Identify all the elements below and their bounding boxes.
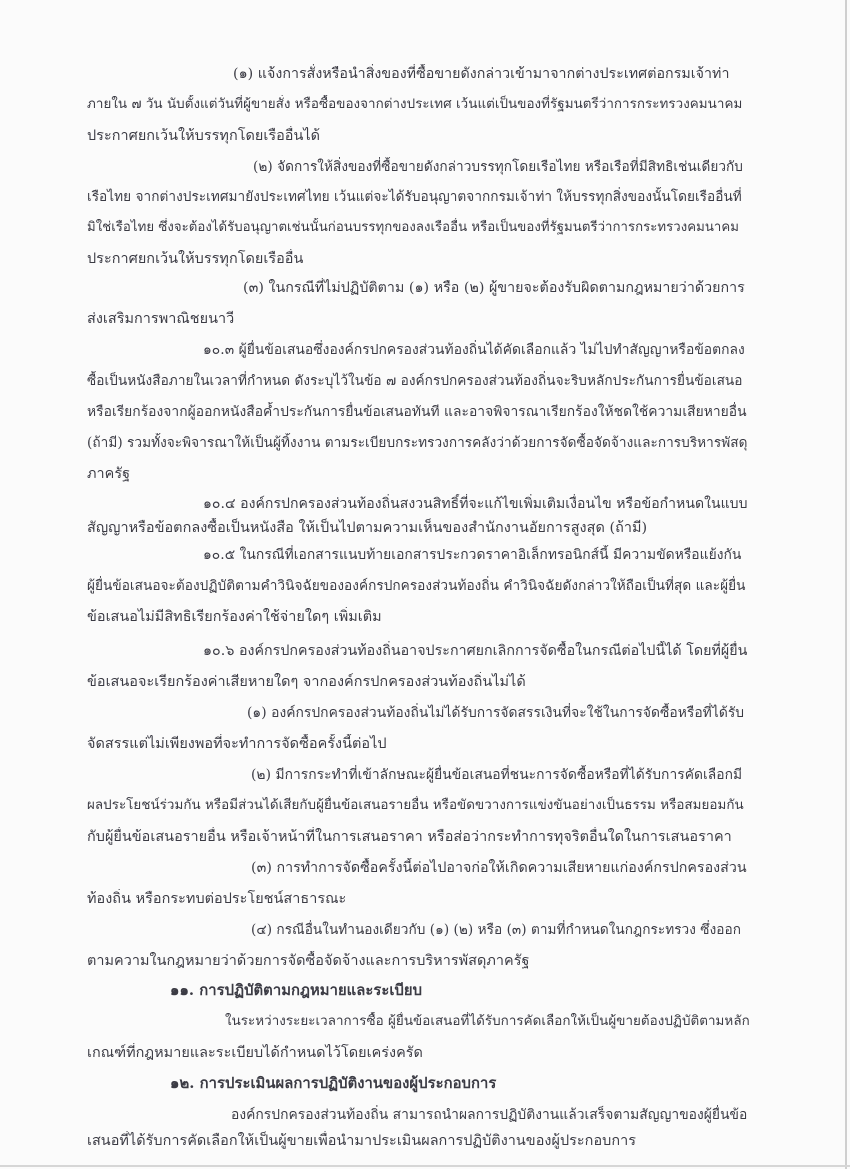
para-1-2: (๒) จัดการให้สิ่งของที่ซื้อขายดังกล่าวบรรทุกโดยเรือไทย หรือเรือที่มีสิทธิเช่นเดียวกับ [253,159,743,175]
para-10-6-1-cont: จัดสรรแต่ไม่เพียงพอที่จะทำการจัดซื้อครั้งนี้ต่อไป [87,736,387,752]
para-1-3-cont: ส่งเสริมการพาณิชยนาวี [87,311,235,327]
para-1-1-cont: ภายใน ๗ วัน นับตั้งแต่วันที่ผู้ขายสั่ง หรือซื้อของจากต่างประเทศ เว้นแต่เป็นของที่รัฐมนตรีว่าการกระทรวงคมนาคม [87,97,743,112]
para-10-4: ๑๐.๔ องค์กรปกครองส่วนท้องถิ่นสงวนสิทธิ์ที่จะแก้ไขเพิ่มเติมเงื่อนไข หรือข้อกำหนดในแบบ [203,496,748,512]
para-10-6-4: (๔) กรณีอื่นในทำนองเดียวกับ (๑) (๒) หรือ (๓) ตามที่กำหนดในกฎกระทรวง ซึ่งออก [251,922,741,938]
para-1-3: (๓) ในกรณีที่ไม่ปฏิบัติตาม (๑) หรือ (๒) ผู้ขายจะต้องรับผิดตามกฎหมายว่าด้วยการ [243,280,745,296]
section-12-heading: ๑๒. การประเมินผลการปฏิบัติงานของผู้ประกอบการ [170,1075,497,1092]
para-10-6-2: (๒) มีการกระทำที่เข้าลักษณะผู้ยื่นข้อเสนอที่ชนะการจัดซื้อหรือที่ได้รับการคัดเลือกมี [251,767,743,783]
para-10-5-cont: ผู้ยื่นข้อเสนอจะต้องปฏิบัติตามคำวินิจฉัยขององค์กรปกครองส่วนท้องถิ่น คำวินิจฉัยดังกล่าวให้ถือเป็นที่สุด และผู้ยื่น [87,578,746,594]
scan-edge-right [845,0,847,1169]
para-10-6-3: (๓) การทำการจัดซื้อครั้งนี้ต่อไปอาจก่อให้เกิดความเสียหายแก่องค์กรปกครองส่วน [251,860,747,876]
section-11-body-cont: เกณฑ์ที่กฎหมายและระเบียบได้กำหนดไว้โดยเคร่งครัด [87,1045,423,1061]
para-10-6-3-cont: ท้องถิ่น หรือกระทบต่อประโยชน์สาธารณะ [87,891,347,907]
para-10-6-2-cont: ผลประโยชน์ร่วมกัน หรือมีส่วนได้เสียกับผู้ยื่นข้อเสนอรายอื่น หรือขัดขวางการแข่งขันอย่างเป็นธรรม หรือสมยอมกัน [87,798,744,813]
para-1-1-cont: ประกาศยกเว้นให้บรรทุกโดยเรืออื่นได้ [87,128,321,144]
para-1-1: (๑) แจ้งการสั่งหรือนำสิ่งของที่ซื้อขายดังกล่าวเข้ามาจากต่างประเทศต่อกรมเจ้าท่า [233,66,730,82]
para-10-5: ๑๐.๕ ในกรณีที่เอกสารแนบท้ายเอกสารประกวดราคาอิเล็กทรอนิกส์นี้ มีความขัดหรือแย้งกัน [203,547,742,563]
section-11-body: ในระหว่างระยะเวลาการซื้อ ผู้ยื่นข้อเสนอที่ได้รับการคัดเลือกให้เป็นผู้ขายต้องปฏิบัติตามหลัก [225,1014,750,1029]
para-10-4-cont: สัญญาหรือข้อตกลงซื้อเป็นหนังสือ ให้เป็นไปตามความเห็นของสำนักงานอัยการสูงสุด (ถ้ามี) [87,520,648,536]
para-10-3-cont: ภาครัฐ [87,466,131,482]
scan-edge-bottom [0,1165,850,1167]
para-10-6-2-cont: กับผู้ยื่นข้อเสนอรายอื่น หรือเจ้าหน้าที่ในการเสนอราคา หรือส่อว่ากระทำการทุจริตอื่นใดในการเสนอราคา [87,829,732,845]
section-11-heading: ๑๑. การปฏิบัติตามกฎหมายและระเบียบ [170,982,423,999]
para-10-3-cont: หรือเรียกร้องจากผู้ออกหนังสือค้ำประกันการยื่นข้อเสนอทันที และอาจพิจารณาเรียกร้องให้ชดใช้ความเสียหายอื่น [87,404,747,420]
section-12-body-cont: เสนอที่ได้รับการคัดเลือกให้เป็นผู้ขายเพื่อนำมาประเมินผลการปฏิบัติงานของผู้ประกอบการ [87,1133,636,1149]
para-1-2-cont: เรือไทย จากต่างประเทศมายังประเทศไทย เว้นแต่จะได้รับอนุญาตจากกรมเจ้าท่า ให้บรรทุกสิ่งของนั้นโดยเรืออื่นที่ [87,189,742,205]
para-10-3-cont: ซื้อเป็นหนังสือภายในเวลาที่กำหนด ดังระบุไว้ในข้อ ๗ องค์กรปกครองส่วนท้องถิ่นจะริบหลักประกันการยื่นข้อเสนอ [87,373,743,389]
section-12-body: องค์กรปกครองส่วนท้องถิ่น สามารถนำผลการปฏิบัติงานแล้วเสร็จตามสัญญาของผู้ยื่นข้อ [231,1107,748,1123]
para-10-3: ๑๐.๓ ผู้ยื่นข้อเสนอซึ่งองค์กรปกครองส่วนท้องถิ่นได้คัดเลือกแล้ว ไม่ไปทำสัญญาหรือข้อตกลง [203,342,745,358]
para-10-6-4-cont: ตามความในกฎหมายว่าด้วยการจัดซื้อจัดจ้างและการบริหารพัสดุภาครัฐ [87,953,530,969]
para-10-6: ๑๐.๖ องค์กรปกครองส่วนท้องถิ่นอาจประกาศยกเลิกการจัดซื้อในกรณีต่อไปนี้ได้ โดยที่ผู้ยื่น [203,643,748,659]
para-10-6-cont: ข้อเสนอจะเรียกร้องค่าเสียหายใดๆ จากองค์กรปกครองส่วนท้องถิ่นไม่ได้ [87,674,526,690]
para-1-2-cont: ประกาศยกเว้นให้บรรทุกโดยเรืออื่น [87,251,304,267]
para-1-2-cont: มิใช่เรือไทย ซึ่งจะต้องได้รับอนุญาตเช่นนั้นก่อนบรรทุกของลงเรืออื่น หรือเป็นของที่รัฐมนตรีว่าการกระทรวงคมนาคม [87,220,739,235]
para-10-5-cont: ข้อเสนอไม่มีสิทธิเรียกร้องค่าใช้จ่ายใดๆ เพิ่มเติม [87,609,382,625]
para-10-3-cont: (ถ้ามี) รวมทั้งจะพิจารณาให้เป็นผู้ทิ้งงาน ตามระเบียบกระทรวงการคลังว่าด้วยการจัดซื้อจัดจ้างและการบริหารพัสดุ [87,435,747,451]
para-10-6-1: (๑) องค์กรปกครองส่วนท้องถิ่นไม่ได้รับการจัดสรรเงินที่จะใช้ในการจัดซื้อหรือที่ได้รับ [247,705,745,721]
